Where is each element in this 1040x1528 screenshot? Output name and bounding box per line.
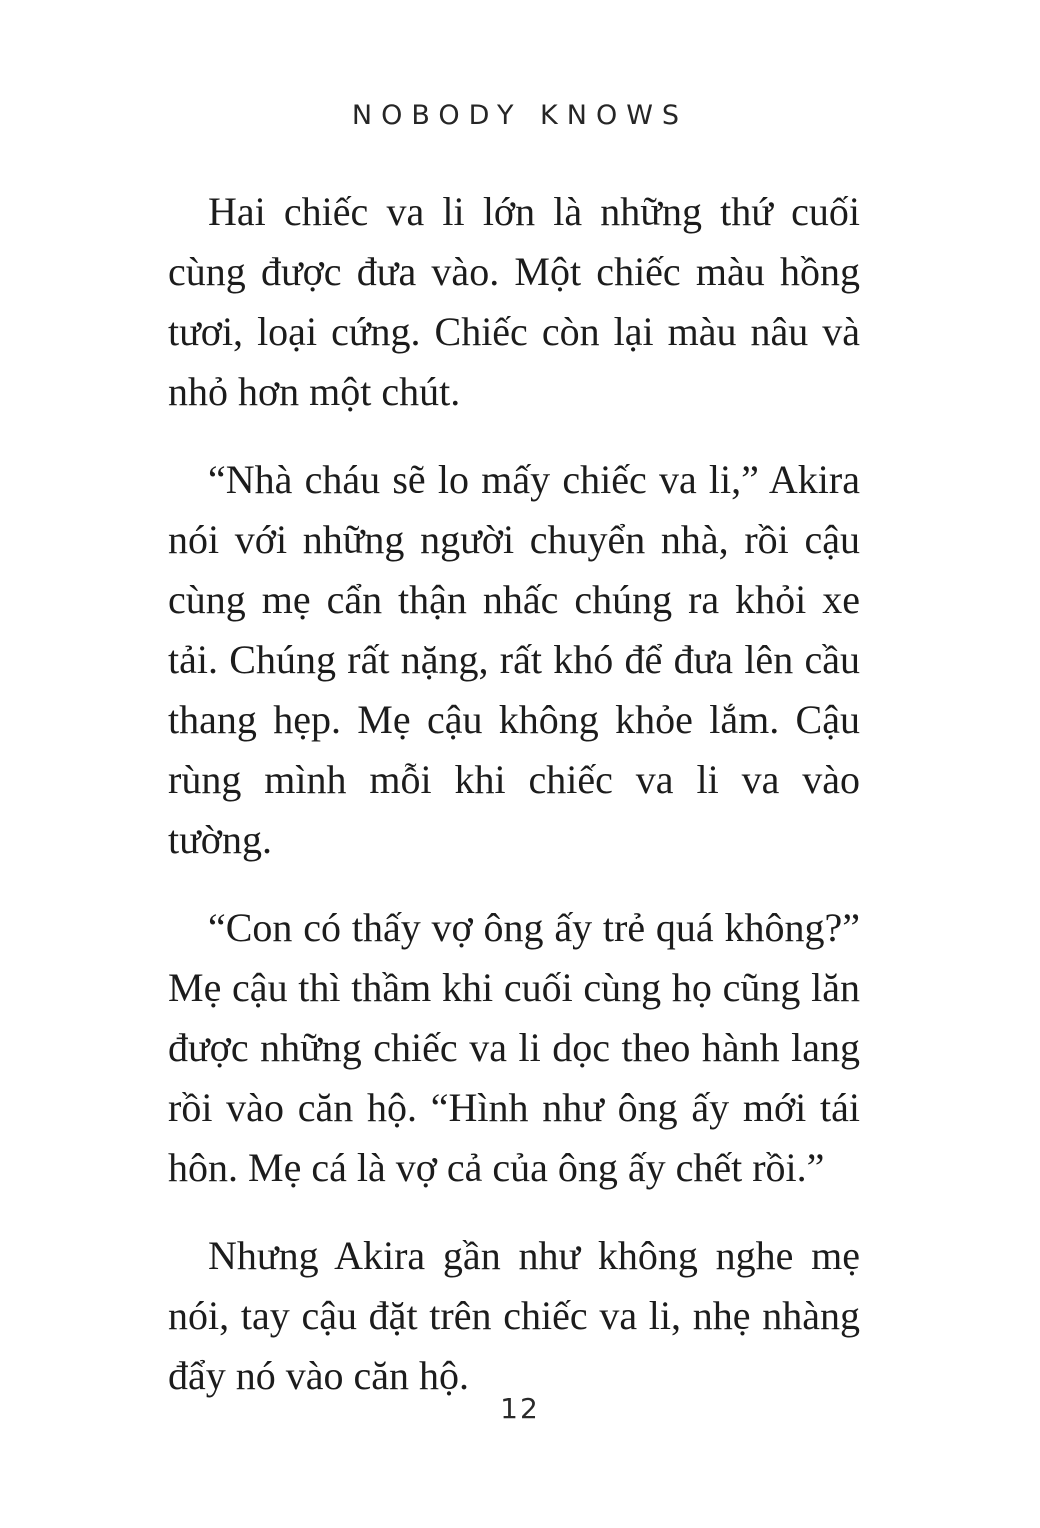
paragraph-4: Nhưng Akira gần như không nghe mẹ nói, tay cậu đặt trên chiếc va li, nhẹ nhàng đẩy nó vào căn hộ. [168,1233,860,1398]
body-text [168,182,860,1434]
paragraph-2: “Nhà cháu sẽ lo mấy chiếc va li,” Akira nói với những người chuyển nhà, rồi cậu cùng mẹ cẩn thận nhấc chúng ra khỏi xe tải. Chúng rất nặng, rất khó để đưa lên cầu thang hẹp. Mẹ cậu không khỏe lắm. Cậu rùng mình mỗi khi chiếc va li va vào tường. [168,457,860,862]
paragraph-3: “Con có thấy vợ ông ấy trẻ quá không?” Mẹ cậu thì thầm khi cuối cùng họ cũng lăn được những chiếc va li dọc theo hành lang rồi vào căn hộ. “Hình như ông ấy mới tái hôn. Mẹ cá là vợ cả của ông ấy chết rồi.” [168,905,860,1190]
running-header: NOBODY KNOWS [351,100,689,131]
paragraph-1: Hai chiếc va li lớn là những thứ cuối cùng được đưa vào. Một chiếc màu hồng tươi, loại cứng. Chiếc còn lại màu nâu và nhỏ hơn một chút. [168,189,860,414]
page-number: 12 [500,1392,540,1425]
